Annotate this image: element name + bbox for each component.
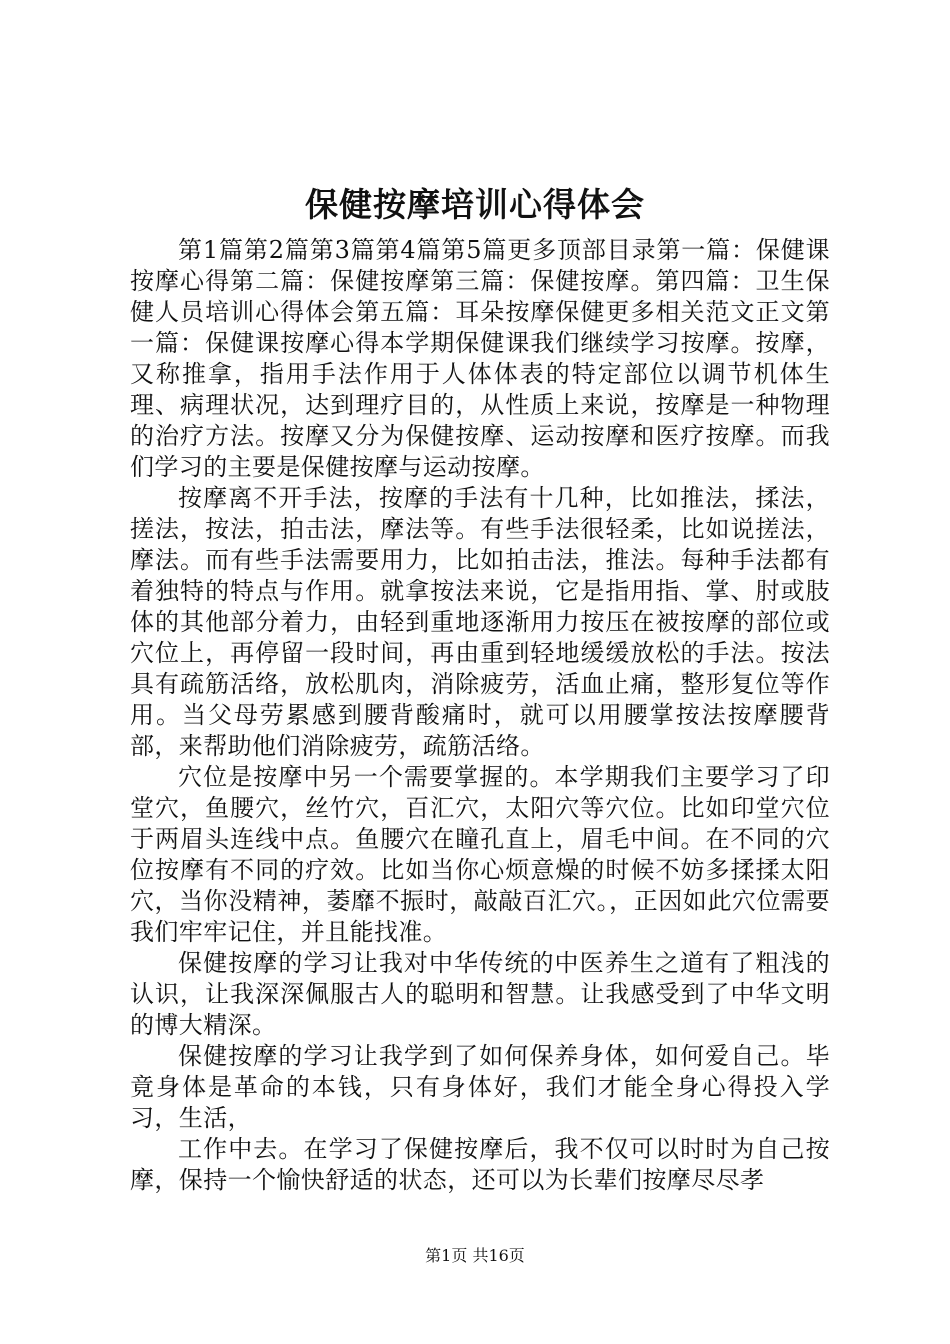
page-footer: 第1页 共16页	[425, 1246, 525, 1265]
document-title: 保健按摩培训心得体会	[305, 185, 645, 224]
paragraph-6: 工作中去。在学习了保健按摩后，我不仅可以时时为自己按摩，保持一个愉快舒适的状态，还可以为长辈们按摩尽尽孝	[130, 1135, 830, 1194]
paragraph-1: 第1篇第2篇第3篇第4篇第5篇更多顶部目录第一篇：保健课按摩心得第二篇：保健按摩第三篇：保健按摩。第四篇：卫生保健人员培训心得体会第五篇：耳朵按摩保健更多相关范文正文第一篇：保健课按摩心得本学期保健课我们继续学习按摩。按摩，又称推拿，指用手法作用于人体体表的特定部位以调节机体生理、病理状况，达到理疗目的，从性质上来说，按摩是一种物理的治疗方法。按摩又分为保健按摩、运动按摩和医疗按摩。而我们学习的主要是保健按摩与运动按摩。	[130, 236, 830, 481]
paragraph-5: 保健按摩的学习让我学到了如何保养身体，如何爱自己。毕竟身体是革命的本钱，只有身体好，我们才能全身心得投入学习，生活，	[130, 1042, 830, 1132]
paragraph-2: 按摩离不开手法，按摩的手法有十几种，比如推法，揉法，搓法，按法，拍击法，摩法等。有些手法很轻柔，比如说搓法，摩法。而有些手法需要用力，比如拍击法，推法。每种手法都有着独特的特点与作用。就拿按法来说，它是指用指、掌、肘或肢体的其他部分着力，由轻到重地逐渐用力按压在被按摩的部位或穴位上，再停留一段时间，再由重到轻地缓缓放松的手法。按法具有疏筋活络，放松肌肉，消除疲劳，活血止痛，整形复位等作用。当父母劳累感到腰背酸痛时，就可以用腰掌按法按摩腰背部，来帮助他们消除疲劳，疏筋活络。	[130, 484, 830, 760]
document-body	[130, 235, 830, 1196]
paragraph-4: 保健按摩的学习让我对中华传统的中医养生之道有了粗浅的认识，让我深深佩服古人的聪明和智慧。让我感受到了中华文明的博大精深。	[130, 949, 830, 1039]
paragraph-3: 穴位是按摩中另一个需要掌握的。本学期我们主要学习了印堂穴，鱼腰穴，丝竹穴，百汇穴，太阳穴等穴位。比如印堂穴位于两眉头连线中点。鱼腰穴在瞳孔直上，眉毛中间。在不同的穴位按摩有不同的疗效。比如当你心烦意燥的时候不妨多揉揉太阳穴，当你没精神，萎靡不振时，敲敲百汇穴。，正因如此穴位需要我们牢牢记住，并且能找准。	[130, 763, 830, 946]
